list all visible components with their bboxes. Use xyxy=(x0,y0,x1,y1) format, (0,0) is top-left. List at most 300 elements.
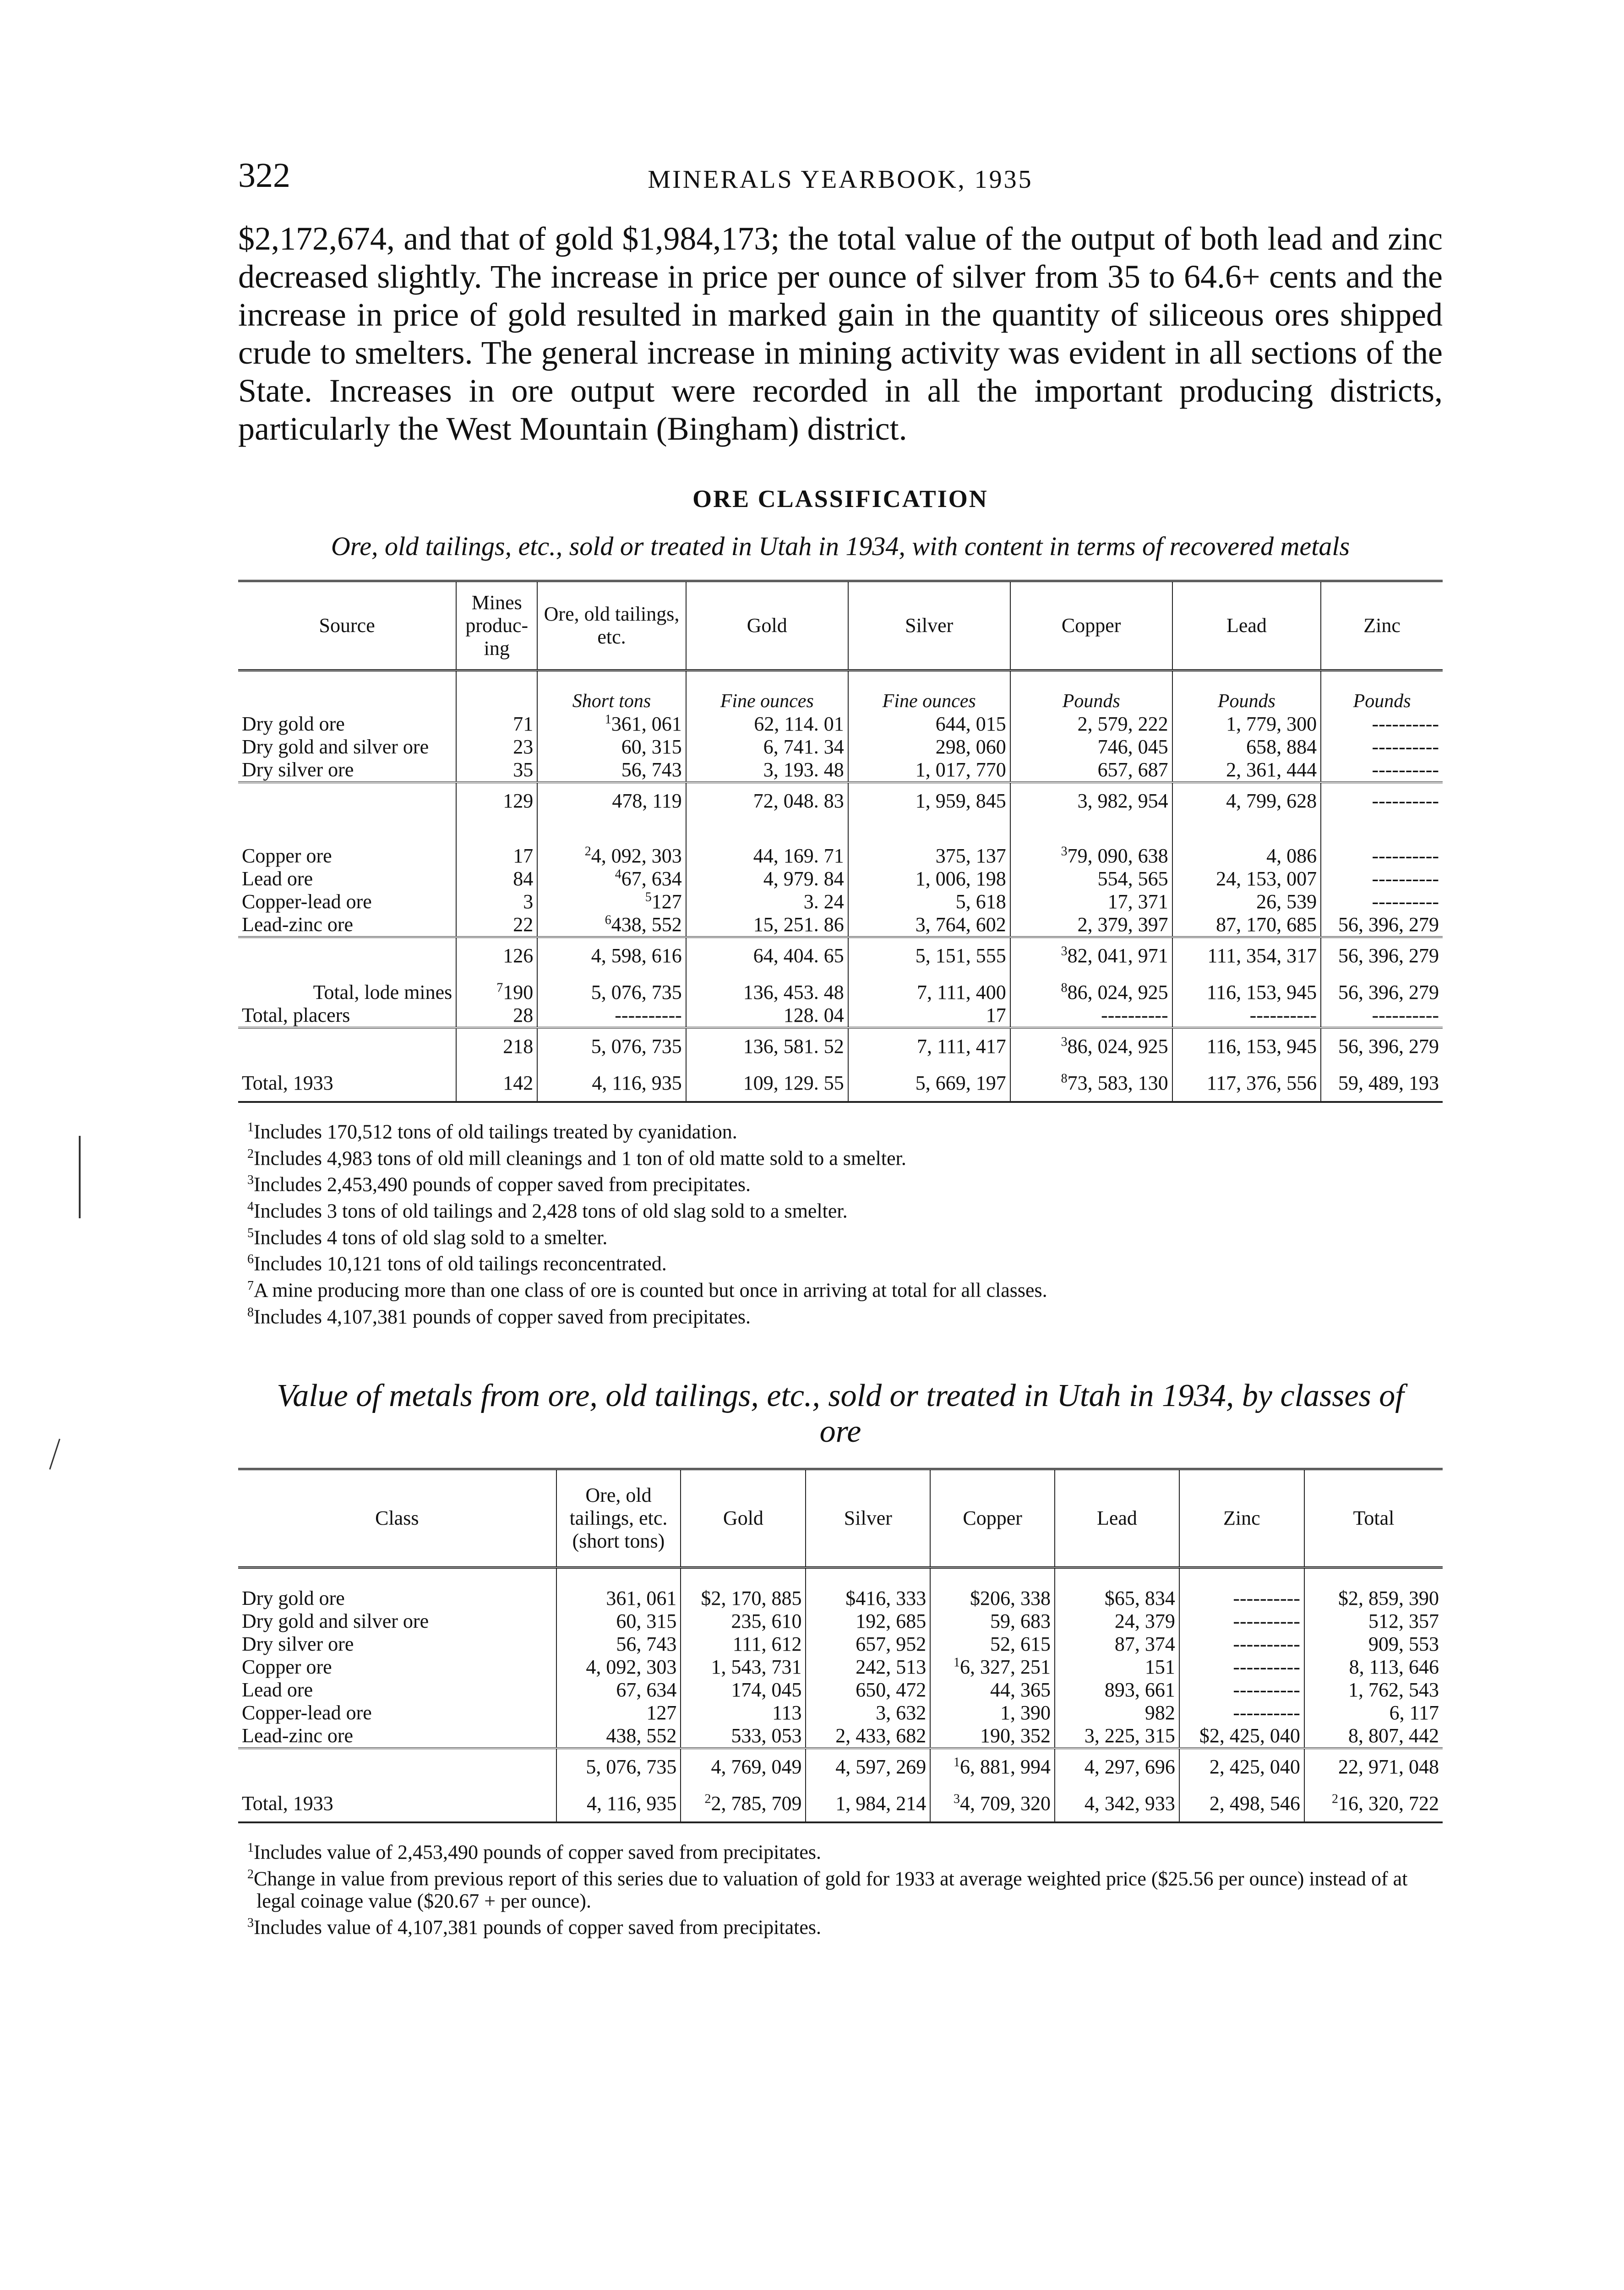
table-row xyxy=(238,758,1443,782)
cell-value: 5, 076, 735 xyxy=(591,981,682,1003)
cell-value: 17, 371 xyxy=(1107,890,1168,913)
footnote-marker: 2 xyxy=(584,844,591,859)
table-cell xyxy=(1055,1792,1179,1822)
table-cell xyxy=(537,713,686,736)
cell-value: ---------- xyxy=(1233,1679,1300,1701)
table-cell xyxy=(537,890,686,913)
footnote-marker: 2 xyxy=(1332,1792,1338,1806)
table-cell xyxy=(456,1072,537,1102)
table-cell xyxy=(556,1656,681,1679)
table-cell xyxy=(1055,1656,1179,1679)
table-cell xyxy=(681,1633,806,1656)
table-cell xyxy=(806,1701,930,1724)
unit-label xyxy=(456,671,537,713)
table-cell xyxy=(806,1568,930,1610)
table-row xyxy=(238,913,1443,937)
column-header: Silver xyxy=(806,1469,930,1568)
table-cell xyxy=(1010,937,1172,981)
cell-value: 6, 117 xyxy=(1389,1701,1439,1724)
column-header: Gold xyxy=(681,1469,806,1568)
cell-value: 190, 352 xyxy=(980,1724,1051,1747)
cell-value: 192, 685 xyxy=(856,1610,926,1633)
column-header: Copper xyxy=(930,1469,1055,1568)
cell-value: 142 xyxy=(503,1072,534,1094)
cell-value: ---------- xyxy=(1372,758,1439,781)
cell-value: 361, 061 xyxy=(606,1587,677,1610)
cell-value: 438, 552 xyxy=(611,913,682,936)
cell-value: 554, 565 xyxy=(1097,867,1168,890)
cell-value: 26, 539 xyxy=(1256,890,1317,913)
table-cell xyxy=(686,867,848,890)
table-cell xyxy=(686,758,848,782)
table-cell xyxy=(1055,1724,1179,1748)
table-cell xyxy=(556,1679,681,1701)
cell-value: ---------- xyxy=(1372,790,1439,812)
table-cell xyxy=(1010,1072,1172,1102)
table-row xyxy=(238,1701,1443,1724)
cell-value: 60, 315 xyxy=(621,736,682,758)
cell-value: 151 xyxy=(1144,1656,1175,1679)
column-header: Lead xyxy=(1172,581,1321,671)
cell-value: 4, 092, 303 xyxy=(591,845,682,867)
table-cell xyxy=(1055,1701,1179,1724)
table-row xyxy=(238,1610,1443,1633)
cell-value: 512, 357 xyxy=(1368,1610,1439,1633)
column-header: Lead xyxy=(1055,1469,1179,1568)
cell-value: ---------- xyxy=(1233,1633,1300,1656)
table-cell xyxy=(537,937,686,981)
table-cell xyxy=(1172,867,1321,890)
table-cell xyxy=(456,981,537,1004)
table-cell xyxy=(848,713,1010,736)
table-cell xyxy=(848,890,1010,913)
row-label xyxy=(238,937,456,981)
table-cell xyxy=(686,981,848,1004)
footnote xyxy=(238,1249,1443,1275)
table-cell xyxy=(806,1610,930,1633)
cell-value: 117, 376, 556 xyxy=(1206,1072,1317,1094)
cell-value: ---------- xyxy=(1372,1004,1439,1026)
footnote-text: A mine producing more than one class of ore is counted but once in arriving at total for all classes. xyxy=(254,1279,1047,1302)
table-cell xyxy=(537,736,686,758)
table-cell xyxy=(681,1568,806,1610)
page-header xyxy=(238,156,1443,211)
cell-value: 56, 743 xyxy=(616,1633,677,1656)
cell-value: 127 xyxy=(646,1701,677,1724)
table-cell xyxy=(686,890,848,913)
row-label: Total, 1933 xyxy=(238,1072,456,1102)
cell-value: 56, 396, 279 xyxy=(1338,913,1439,936)
ore-classification-table xyxy=(238,580,1443,1103)
table-cell xyxy=(848,758,1010,782)
table-cell xyxy=(556,1610,681,1633)
column-header: Mines produc-ing xyxy=(456,581,537,671)
footnote-number: 4 xyxy=(247,1199,254,1214)
table-cell xyxy=(686,826,848,867)
table-cell xyxy=(930,1656,1055,1679)
table-cell xyxy=(1010,981,1172,1004)
cell-value: ---------- xyxy=(615,1004,682,1026)
table-cell xyxy=(686,1004,848,1028)
table-cell xyxy=(1304,1792,1443,1822)
cell-value: 4, 116, 935 xyxy=(592,1072,682,1094)
cell-value: 7, 111, 417 xyxy=(916,1035,1006,1058)
cell-value: 1, 959, 845 xyxy=(915,790,1006,812)
column-header: Silver xyxy=(848,581,1010,671)
table-cell xyxy=(686,913,848,937)
table-cell xyxy=(456,782,537,826)
cell-value: 2, 579, 222 xyxy=(1077,713,1168,735)
row-label: Dry gold ore xyxy=(238,713,456,736)
table-cell xyxy=(681,1701,806,1724)
cell-value: ---------- xyxy=(1249,1004,1317,1026)
footnote-text: Includes 2,453,490 pounds of copper saved from precipitates. xyxy=(254,1173,751,1196)
cell-value: 87, 374 xyxy=(1114,1633,1175,1656)
cell-value: ---------- xyxy=(1233,1701,1300,1724)
cell-value: 127 xyxy=(651,890,682,913)
table-cell xyxy=(1321,736,1443,758)
footnote-marker: 1 xyxy=(954,1655,960,1670)
table-cell xyxy=(1321,1028,1443,1072)
cell-value: 24, 379 xyxy=(1114,1610,1175,1633)
ore-table-body xyxy=(238,671,1443,1102)
table-cell xyxy=(537,1028,686,1072)
footnote xyxy=(238,1864,1443,1912)
footnote-marker: 2 xyxy=(704,1792,711,1806)
cell-value: 2, 433, 682 xyxy=(835,1724,926,1747)
column-header: Class xyxy=(238,1469,556,1568)
cell-value: $2, 425, 040 xyxy=(1199,1724,1300,1747)
table-cell xyxy=(456,1028,537,1072)
cell-value: $65, 834 xyxy=(1104,1587,1175,1610)
footnote-number: 3 xyxy=(247,1173,254,1188)
footnote-number: 8 xyxy=(247,1305,254,1319)
cell-value: $416, 333 xyxy=(845,1587,926,1610)
table-cell xyxy=(806,1679,930,1701)
cell-value: 64, 404. 65 xyxy=(753,944,844,967)
table-cell xyxy=(1179,1610,1304,1633)
table-cell xyxy=(930,1568,1055,1610)
row-label: Total, placers xyxy=(238,1004,456,1028)
cell-value: 982 xyxy=(1144,1701,1175,1724)
cell-value: 4, 086 xyxy=(1266,845,1317,867)
cell-value: 7, 111, 400 xyxy=(916,981,1006,1003)
cell-value: ---------- xyxy=(1372,713,1439,735)
scan-margin-mark xyxy=(79,1136,81,1218)
cell-value: 4, 092, 303 xyxy=(586,1656,677,1679)
footnote-marker: 4 xyxy=(615,867,621,882)
cell-value: 86, 024, 925 xyxy=(1067,981,1168,1003)
table-cell xyxy=(1172,736,1321,758)
cell-value: $2, 170, 885 xyxy=(701,1587,802,1610)
table-cell xyxy=(1321,913,1443,937)
cell-value: 87, 170, 685 xyxy=(1216,913,1317,936)
cell-value: 4, 598, 616 xyxy=(591,944,682,967)
footnote-marker: 3 xyxy=(1061,944,1068,959)
row-label: Dry silver ore xyxy=(238,1633,556,1656)
table-cell xyxy=(1010,826,1172,867)
cell-value: 1, 984, 214 xyxy=(835,1792,926,1815)
table-cell xyxy=(1304,1724,1443,1748)
table-cell xyxy=(848,937,1010,981)
footnote-text: Includes value of 4,107,381 pounds of copper saved from precipitates. xyxy=(254,1916,821,1939)
table-cell xyxy=(556,1724,681,1748)
table-row xyxy=(238,1792,1443,1822)
table-cell xyxy=(686,782,848,826)
footnote-text: Includes 4,983 tons of old mill cleanings and 1 ton of old matte sold to a smelter. xyxy=(254,1147,906,1170)
page-number: 322 xyxy=(238,156,290,195)
table-cell xyxy=(1304,1568,1443,1610)
footnote-text: Change in value from previous report of this series due to valuation of gold for 1933 at average weighted price ($25.56 per ounce) instead of at legal coinage value ($20.67 + per ounce). xyxy=(254,1867,1408,1912)
footnote-marker: 1 xyxy=(605,712,611,727)
table-cell xyxy=(681,1679,806,1701)
column-header: Zinc xyxy=(1363,614,1401,637)
cell-value: ---------- xyxy=(1372,867,1439,890)
cell-value: 4, 116, 935 xyxy=(587,1792,677,1815)
table-row xyxy=(238,1568,1443,1610)
value-table-footnotes xyxy=(238,1837,1443,1938)
cell-value: 82, 041, 971 xyxy=(1067,944,1168,967)
scan-margin-mark xyxy=(49,1439,60,1470)
cell-value: ---------- xyxy=(1233,1587,1300,1610)
table-cell xyxy=(1321,1004,1443,1028)
cell-value: ---------- xyxy=(1233,1610,1300,1633)
table-cell xyxy=(930,1633,1055,1656)
table-cell xyxy=(681,1792,806,1822)
column-header: Copper xyxy=(1010,581,1172,671)
cell-value: 71 xyxy=(513,713,534,735)
table-cell xyxy=(1010,758,1172,782)
footnote xyxy=(238,1302,1443,1328)
row-label: Dry gold and silver ore xyxy=(238,1610,556,1633)
table-row xyxy=(238,1748,1443,1792)
footnote-marker: 3 xyxy=(954,1792,960,1806)
footnote-number: 1 xyxy=(247,1841,254,1855)
row-label: Total, 1933 xyxy=(238,1792,556,1822)
footnote-text: Includes 4 tons of old slag sold to a smelter. xyxy=(254,1226,608,1249)
cell-value: 4, 597, 269 xyxy=(835,1756,926,1778)
value-by-class-table xyxy=(238,1468,1443,1823)
table-cell xyxy=(537,1004,686,1028)
cell-value: 86, 024, 925 xyxy=(1067,1035,1168,1058)
table-cell xyxy=(681,1748,806,1792)
footnote-text: Includes 3 tons of old tailings and 2,428 tons of old slag sold to a smelter. xyxy=(254,1200,848,1222)
cell-value: 8, 113, 646 xyxy=(1349,1656,1439,1679)
table-cell xyxy=(1172,890,1321,913)
row-label: Copper ore xyxy=(238,1656,556,1679)
cell-value: 59, 683 xyxy=(990,1610,1051,1633)
table-cell xyxy=(1179,1724,1304,1748)
cell-value: 375, 137 xyxy=(935,845,1006,867)
unit-label: Pounds xyxy=(1172,671,1321,713)
cell-value: 1, 017, 770 xyxy=(915,758,1006,781)
table-cell xyxy=(456,713,537,736)
footnote xyxy=(238,1169,1443,1196)
cell-value: 235, 610 xyxy=(731,1610,802,1633)
table-row xyxy=(238,1072,1443,1102)
cell-value: 657, 952 xyxy=(856,1633,926,1656)
footnote-number: 3 xyxy=(247,1915,254,1930)
cell-value: 6, 881, 994 xyxy=(960,1756,1051,1778)
cell-value: 62, 114. 01 xyxy=(754,713,844,735)
cell-value: ---------- xyxy=(1233,1656,1300,1679)
cell-value: $206, 338 xyxy=(970,1587,1051,1610)
table-cell xyxy=(556,1792,681,1822)
footnote-marker: 1 xyxy=(954,1755,960,1770)
cell-value: 23 xyxy=(513,736,534,758)
cell-value: 56, 396, 279 xyxy=(1338,981,1439,1003)
table-cell xyxy=(1321,713,1443,736)
cell-value: 4, 979. 84 xyxy=(763,867,844,890)
cell-value: 909, 553 xyxy=(1368,1633,1439,1656)
ore-table-footnotes xyxy=(238,1117,1443,1328)
table-cell xyxy=(848,1004,1010,1028)
cell-value: 67, 634 xyxy=(621,867,682,890)
table-row xyxy=(238,1028,1443,1072)
cell-value: 4, 342, 933 xyxy=(1084,1792,1175,1815)
cell-value: 22, 971, 048 xyxy=(1338,1756,1439,1778)
cell-value: 8, 807, 442 xyxy=(1348,1724,1439,1747)
unit-label: Short tons xyxy=(537,671,686,713)
cell-value: $2, 859, 390 xyxy=(1338,1587,1439,1610)
cell-value: 2, 361, 444 xyxy=(1226,758,1317,781)
cell-value: 136, 453. 48 xyxy=(743,981,844,1003)
table-cell xyxy=(1172,758,1321,782)
table-cell xyxy=(1179,1633,1304,1656)
table-cell xyxy=(537,826,686,867)
cell-value: 6, 327, 251 xyxy=(960,1656,1051,1679)
table-cell xyxy=(556,1748,681,1792)
table-cell xyxy=(930,1679,1055,1701)
cell-value: 60, 315 xyxy=(616,1610,677,1633)
cell-value: 67, 634 xyxy=(616,1679,677,1701)
cell-value: ---------- xyxy=(1372,845,1439,867)
table-cell xyxy=(930,1748,1055,1792)
footnote-text: Includes 4,107,381 pounds of copper saved from precipitates. xyxy=(254,1305,751,1328)
footnote-marker: 5 xyxy=(645,890,652,905)
table-cell xyxy=(456,826,537,867)
table-cell xyxy=(1055,1633,1179,1656)
cell-value: 478, 119 xyxy=(612,790,682,812)
table-cell xyxy=(681,1610,806,1633)
table-cell xyxy=(1304,1633,1443,1656)
unit-label xyxy=(238,671,456,713)
cell-value: 1, 390 xyxy=(1000,1701,1051,1724)
table-cell xyxy=(537,758,686,782)
cell-value: 6, 741. 34 xyxy=(763,736,844,758)
footnote-marker: 7 xyxy=(496,981,503,995)
table-cell xyxy=(456,913,537,937)
row-label: Copper ore xyxy=(238,826,456,867)
cell-value: 129 xyxy=(503,790,534,812)
cell-value: 190 xyxy=(503,981,534,1003)
cell-value: 4, 769, 049 xyxy=(711,1756,802,1778)
table-cell xyxy=(1304,1656,1443,1679)
cell-value: 17 xyxy=(513,845,534,867)
cell-value: 72, 048. 83 xyxy=(753,790,844,812)
table-cell xyxy=(681,1724,806,1748)
table-row xyxy=(238,736,1443,758)
column-header: Total xyxy=(1353,1507,1395,1530)
cell-value: 5, 076, 735 xyxy=(586,1756,677,1778)
table-cell xyxy=(686,1072,848,1102)
column-header: Source xyxy=(238,581,456,671)
footnote-text: Includes 170,512 tons of old tailings treated by cyanidation. xyxy=(254,1120,737,1143)
table-cell xyxy=(1179,1701,1304,1724)
table-cell xyxy=(1179,1748,1304,1792)
footnote-number: 5 xyxy=(247,1226,254,1240)
table-cell xyxy=(1010,913,1172,937)
footnote-text: Includes value of 2,453,490 pounds of copper saved from precipitates. xyxy=(254,1841,821,1864)
table-cell xyxy=(930,1701,1055,1724)
unit-label: Pounds xyxy=(1353,691,1411,712)
footnote-marker: 8 xyxy=(1061,981,1068,995)
table-cell xyxy=(848,1028,1010,1072)
cell-value: 218 xyxy=(503,1035,534,1058)
table-cell xyxy=(1010,736,1172,758)
table-cell xyxy=(1172,713,1321,736)
cell-value: 3, 764, 602 xyxy=(915,913,1006,936)
table-cell xyxy=(848,736,1010,758)
unit-label: Fine ounces xyxy=(686,671,848,713)
cell-value: 128. 04 xyxy=(783,1004,844,1026)
table-cell xyxy=(1321,937,1443,981)
cell-value: 2, 498, 546 xyxy=(1209,1792,1300,1815)
cell-value: 73, 583, 130 xyxy=(1067,1072,1168,1094)
table-cell xyxy=(1304,1701,1443,1724)
cell-value: 3 xyxy=(523,890,534,913)
table-cell xyxy=(556,1701,681,1724)
cell-value: 52, 615 xyxy=(990,1633,1051,1656)
footnote-number: 1 xyxy=(247,1120,254,1134)
table-cell xyxy=(1321,867,1443,890)
table-cell xyxy=(1179,1656,1304,1679)
cell-value: 3, 193. 48 xyxy=(763,758,844,781)
cell-value: 3, 225, 315 xyxy=(1084,1724,1175,1747)
cell-value: 2, 785, 709 xyxy=(711,1792,802,1815)
cell-value: ---------- xyxy=(1372,890,1439,913)
row-label: Copper-lead ore xyxy=(238,890,456,913)
table-cell xyxy=(686,937,848,981)
cell-value: 657, 687 xyxy=(1097,758,1168,781)
footnote xyxy=(238,1222,1443,1249)
table-cell xyxy=(1172,1072,1321,1102)
table-cell xyxy=(848,867,1010,890)
cell-value: 22 xyxy=(513,913,534,936)
running-head: MINERALS YEARBOOK, 1935 xyxy=(648,165,1033,194)
table-cell xyxy=(1055,1568,1179,1610)
column-header: Ore, old tailings, etc. xyxy=(537,581,686,671)
column-header: Gold xyxy=(686,581,848,671)
table-cell xyxy=(1172,913,1321,937)
table-cell xyxy=(806,1792,930,1822)
cell-value: 136, 581. 52 xyxy=(743,1035,844,1058)
cell-value: ---------- xyxy=(1372,736,1439,758)
table-cell xyxy=(848,826,1010,867)
cell-value: 3, 632 xyxy=(876,1701,926,1724)
ore-table-title: Ore, old tailings, etc., sold or treated in Utah in 1934, with content in terms of recovered metals xyxy=(331,531,1350,561)
table-cell xyxy=(1304,1610,1443,1633)
table-row xyxy=(238,867,1443,890)
row-label: Dry silver ore xyxy=(238,758,456,782)
table-row xyxy=(238,981,1443,1004)
footnote-marker: 6 xyxy=(605,913,611,927)
footnote-number: 6 xyxy=(247,1252,254,1267)
table-cell xyxy=(1304,1748,1443,1792)
cell-value: 109, 129. 55 xyxy=(743,1072,844,1094)
cell-value: 242, 513 xyxy=(856,1656,926,1679)
subtotal-row xyxy=(238,937,1443,981)
